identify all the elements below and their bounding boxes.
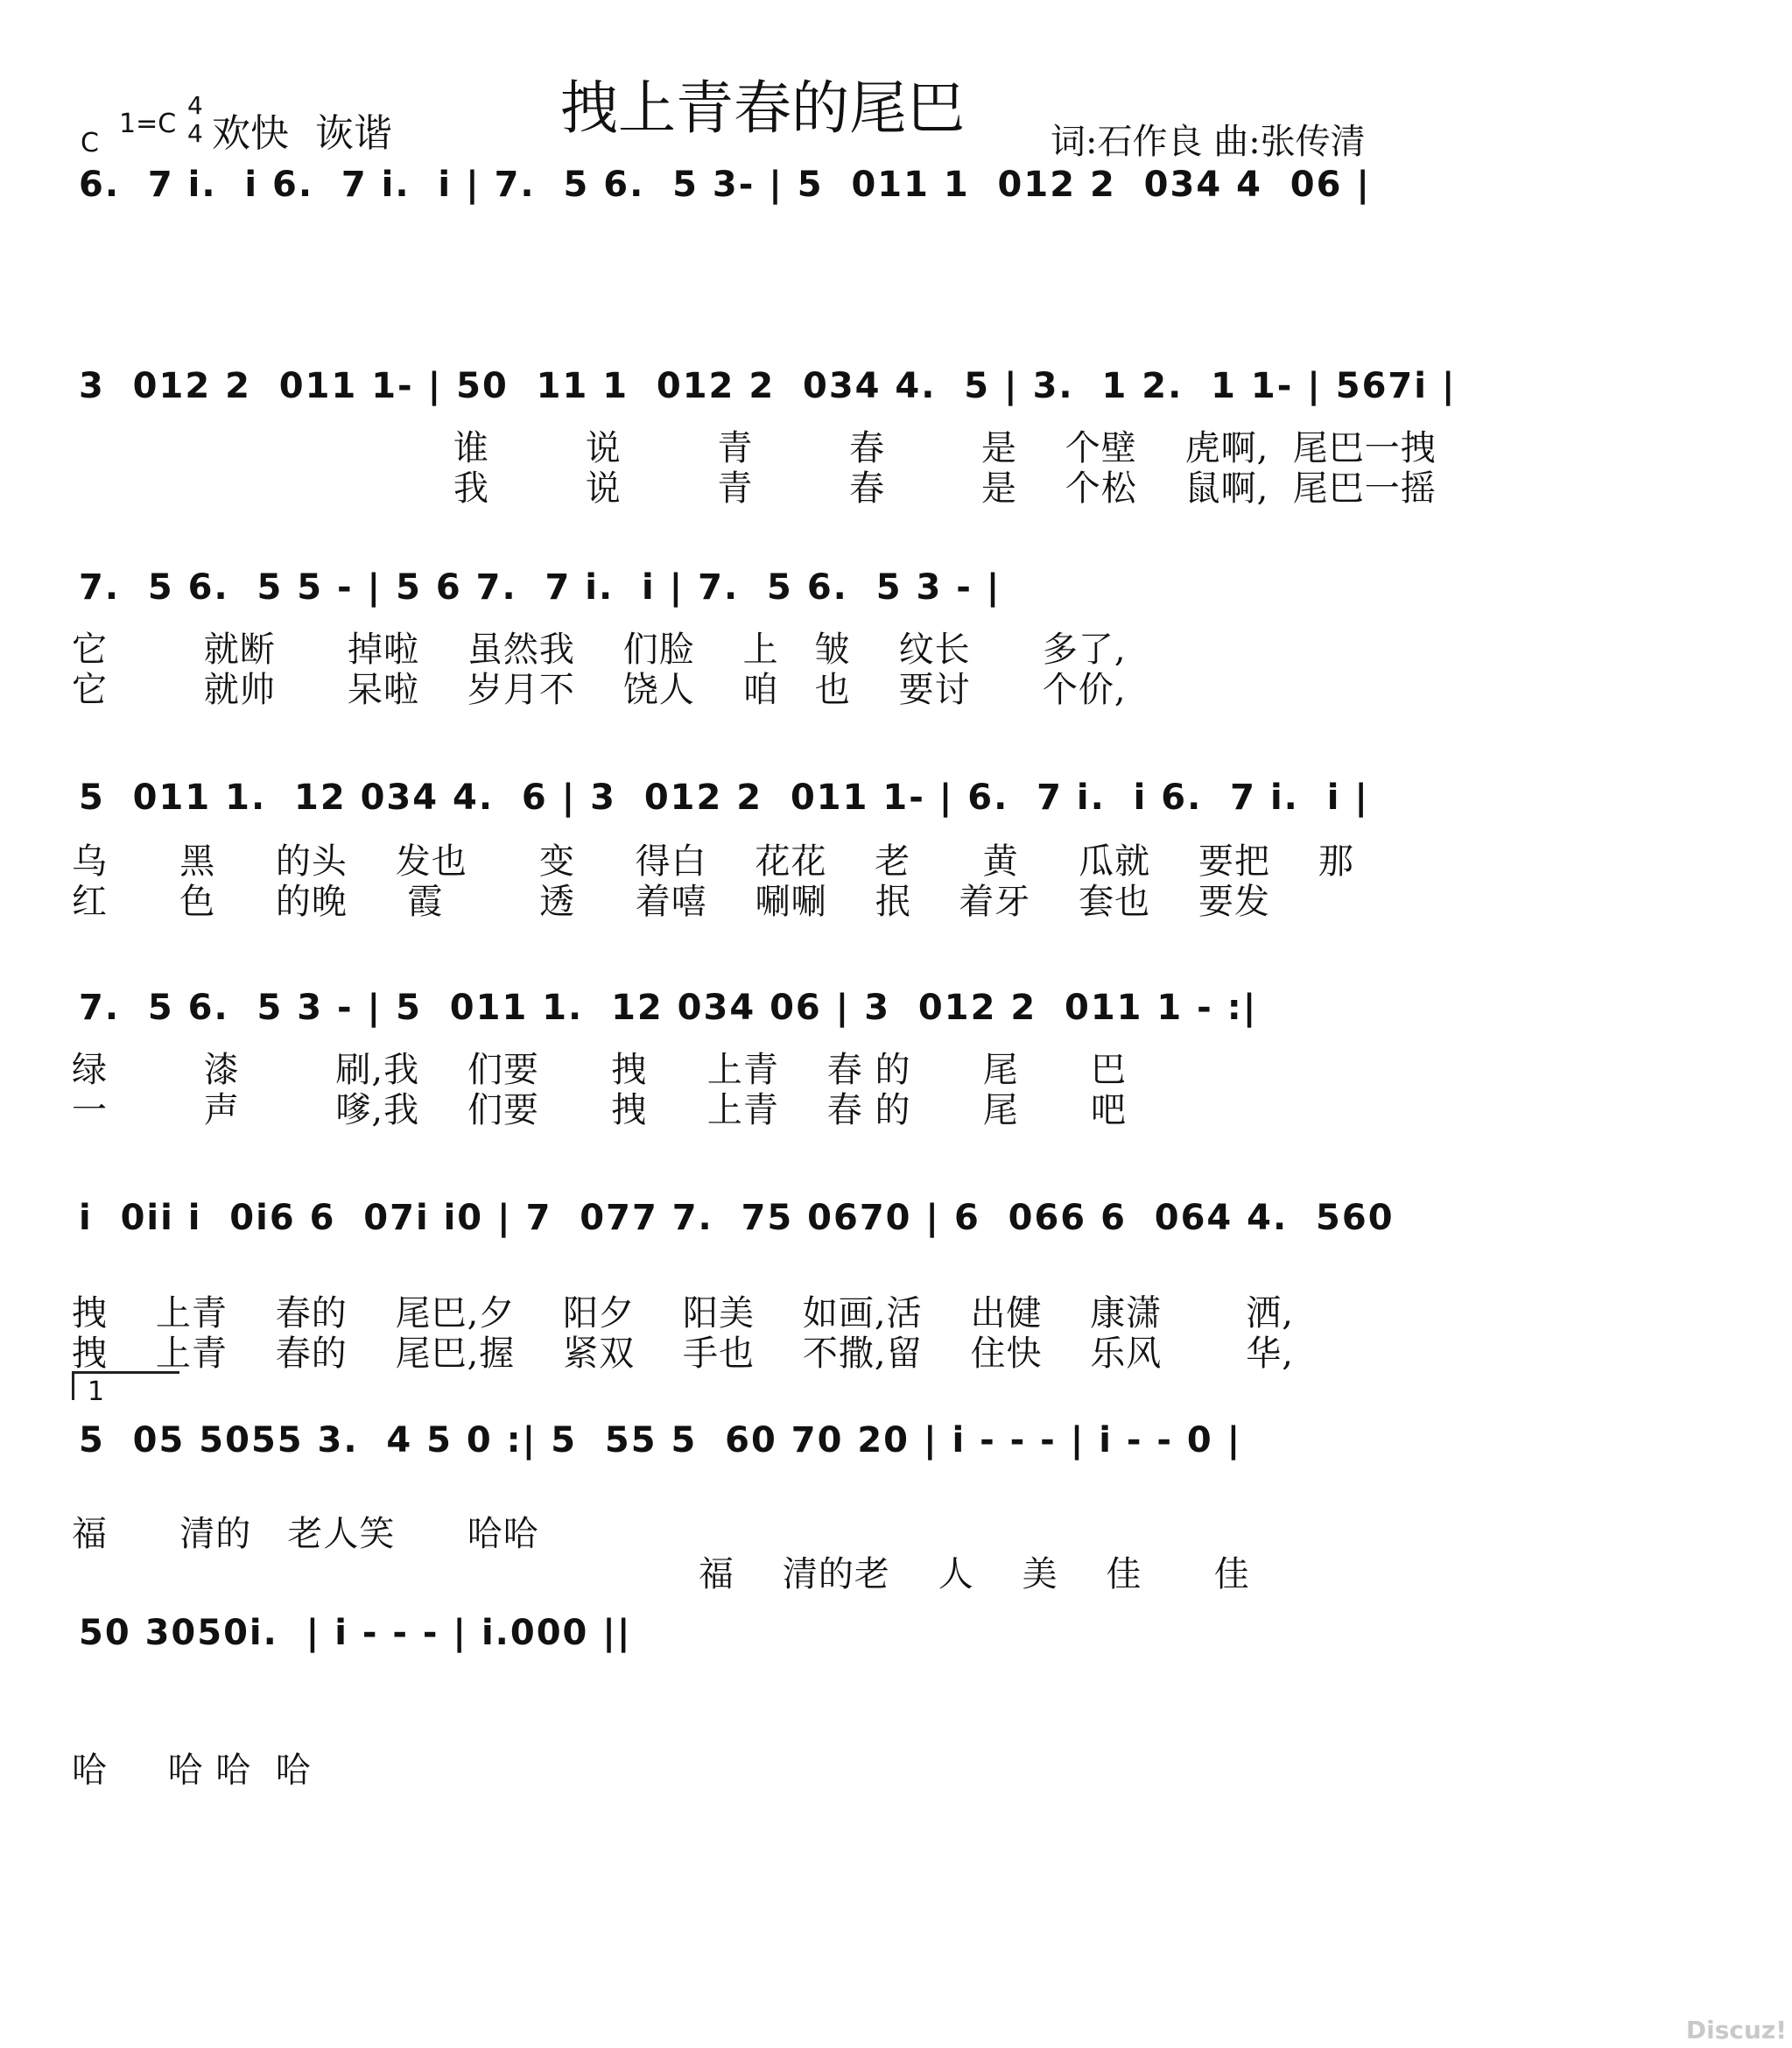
lyrics-row-6-verse-1: 拽 上青 春的 尾巴,夕 阳夕 阳美 如画,活 出健 康潇 洒, (72, 1293, 1295, 1334)
notation-row-3: 7. 5 6. 5 5 - | 5 6 7. 7 i. i | 7. 5 6. 5 3 - | (79, 567, 1001, 608)
lyrics-row-2-verse-2: 我 说 青 春 是 个松 鼠啊, 尾巴一摇 (453, 468, 1437, 509)
lyrics-row-8-verse-1: 哈 哈 哈 哈 (72, 1750, 312, 1791)
notation-row-6: i 0ii i 0i6 6 07i i0 | 7 077 7. 75 0670 | 6 066 6 064 4. 560 (79, 1198, 1395, 1238)
notation-row-5: 7. 5 6. 5 3 - | 5 011 1. 12 034 06 | 3 012 2 011 1 - :| (79, 988, 1258, 1028)
watermark-logo: Discuz! (1685, 2016, 1787, 2044)
notation-row-4: 5 011 1. 12 034 4. 6 | 3 012 2 011 1- | 6. 7 i. i 6. 7 i. i | (79, 778, 1369, 818)
lyrics-row-2-verse-1: 谁 说 青 春 是 个壁 虎啊, 尾巴一拽 (453, 428, 1437, 468)
style-marking: 诙谐 (315, 111, 392, 156)
time-signature-bottom: 4 (187, 119, 203, 148)
tempo-marking: 欢快 (212, 111, 289, 156)
time-signature-top: 4 (187, 91, 203, 120)
lyrics-row-6-verse-2: 拽 上青 春的 尾巴,握 紧双 手也 不撒,留 住快 乐风 华, (72, 1334, 1295, 1374)
lyrics-row-5-verse-2: 一 声 嗲,我 们要 拽 上青 春 的 尾 吧 (72, 1090, 1128, 1130)
key-signature: 1=C (119, 109, 177, 139)
first-ending-label: 1 (88, 1376, 105, 1407)
lyrics-row-4-verse-1: 乌 黑 的头 发也 变 得白 花花 老 黄 瓜就 要把 那 (72, 841, 1354, 882)
lyrics-row-3-verse-1: 它 就断 掉啦 虽然我 们脸 上 皱 纹长 多了, (72, 630, 1127, 670)
key-mode: C (81, 128, 99, 158)
lyrics-row-3-verse-2: 它 就帅 呆啦 岁月不 饶人 咱 也 要讨 个价, (72, 670, 1127, 710)
song-title: 拽上青春的尾巴 (560, 74, 965, 142)
lyrics-row-7-verse-1: 福 清的 老人笑 哈哈 (72, 1514, 539, 1554)
notation-row-2: 3 012 2 011 1- | 50 11 1 012 2 034 4. 5 | 3. 1 2. 1 1- | 567i | (79, 366, 1457, 406)
lyrics-row-5-verse-1: 绿 漆 刷,我 们要 拽 上青 春 的 尾 巴 (72, 1050, 1128, 1090)
notation-row-1: 6. 7 i. i 6. 7 i. i | 7. 5 6. 5 3- | 5 011 1 012 2 034 4 06 | (79, 165, 1371, 205)
notation-row-8: 50 3050i. | i - - - | i.000 || (79, 1613, 632, 1653)
lyrics-row-7-verse-2: 福 清的老 人 美 佳 佳 (699, 1554, 1250, 1594)
lyrics-row-4-verse-2: 红 色 的晚 霞 透 着嘻 唰唰 抿 着牙 套也 要发 (72, 882, 1271, 922)
notation-row-7: 5 05 5055 3. 4 5 0 :| 5 55 5 60 70 20 | i - - - | i - - 0 | (79, 1420, 1242, 1460)
credits: 词:石作良 曲:张传清 (1051, 122, 1366, 162)
